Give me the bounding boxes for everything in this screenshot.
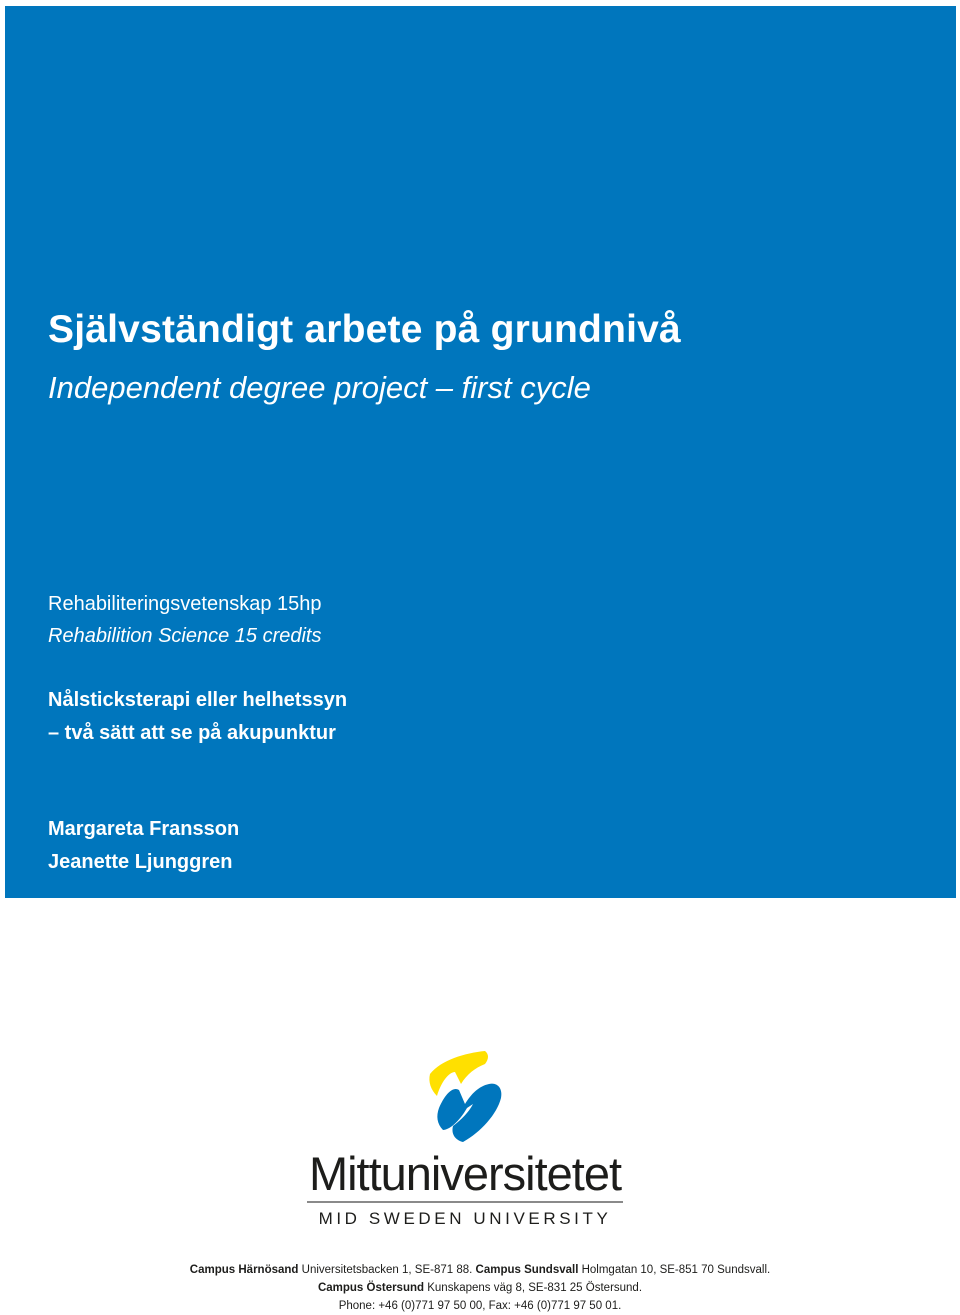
- title-english: Independent degree project – first cycle: [48, 370, 591, 405]
- footer-contact-line: Phone: +46 (0)771 97 50 00, Fax: +46 (0)771 97 50 01.: [338, 1300, 622, 1312]
- author-name: Margareta Fransson: [48, 818, 240, 840]
- title-swedish: Självständigt arbete på grundnivå: [48, 308, 681, 351]
- subject-english: Rehabilition Science 15 credits: [48, 625, 322, 647]
- campus-sundsvall-address: Holmgatan 10, SE-851 70 Sundsvall.: [578, 1264, 771, 1276]
- logo-divider: [307, 1201, 623, 1203]
- campus-sundsvall-label: Campus Sundsvall: [475, 1264, 579, 1276]
- campus-harnosand-label: Campus Härnösand: [189, 1264, 299, 1276]
- subject-swedish: Rehabiliteringsvetenskap 15hp: [48, 593, 322, 615]
- cover-panel: [5, 6, 956, 898]
- author-name: Jeanette Ljunggren: [48, 851, 233, 873]
- thesis-title-line-2: – två sätt att se på akupunktur: [48, 722, 336, 744]
- campus-harnosand-address: Universitetsbacken 1, SE-871 88.: [298, 1264, 476, 1276]
- campus-ostersund-address: Kunskapens väg 8, SE-831 25 Östersund.: [424, 1282, 643, 1294]
- emblem-blue-shape: [437, 1084, 501, 1142]
- campus-ostersund-label: Campus Östersund: [317, 1282, 425, 1294]
- university-subtitle: MID SWEDEN UNIVERSITY: [318, 1209, 612, 1228]
- thesis-title-line-1: Nålsticksterapi eller helhetssyn: [48, 689, 348, 711]
- university-wordmark: Mittuniversitetet: [308, 1147, 622, 1200]
- mid-sweden-university-emblem-icon: [425, 1050, 507, 1145]
- footer-address-line-2: [0, 1282, 960, 1294]
- footer-address-line-1: [0, 1264, 960, 1276]
